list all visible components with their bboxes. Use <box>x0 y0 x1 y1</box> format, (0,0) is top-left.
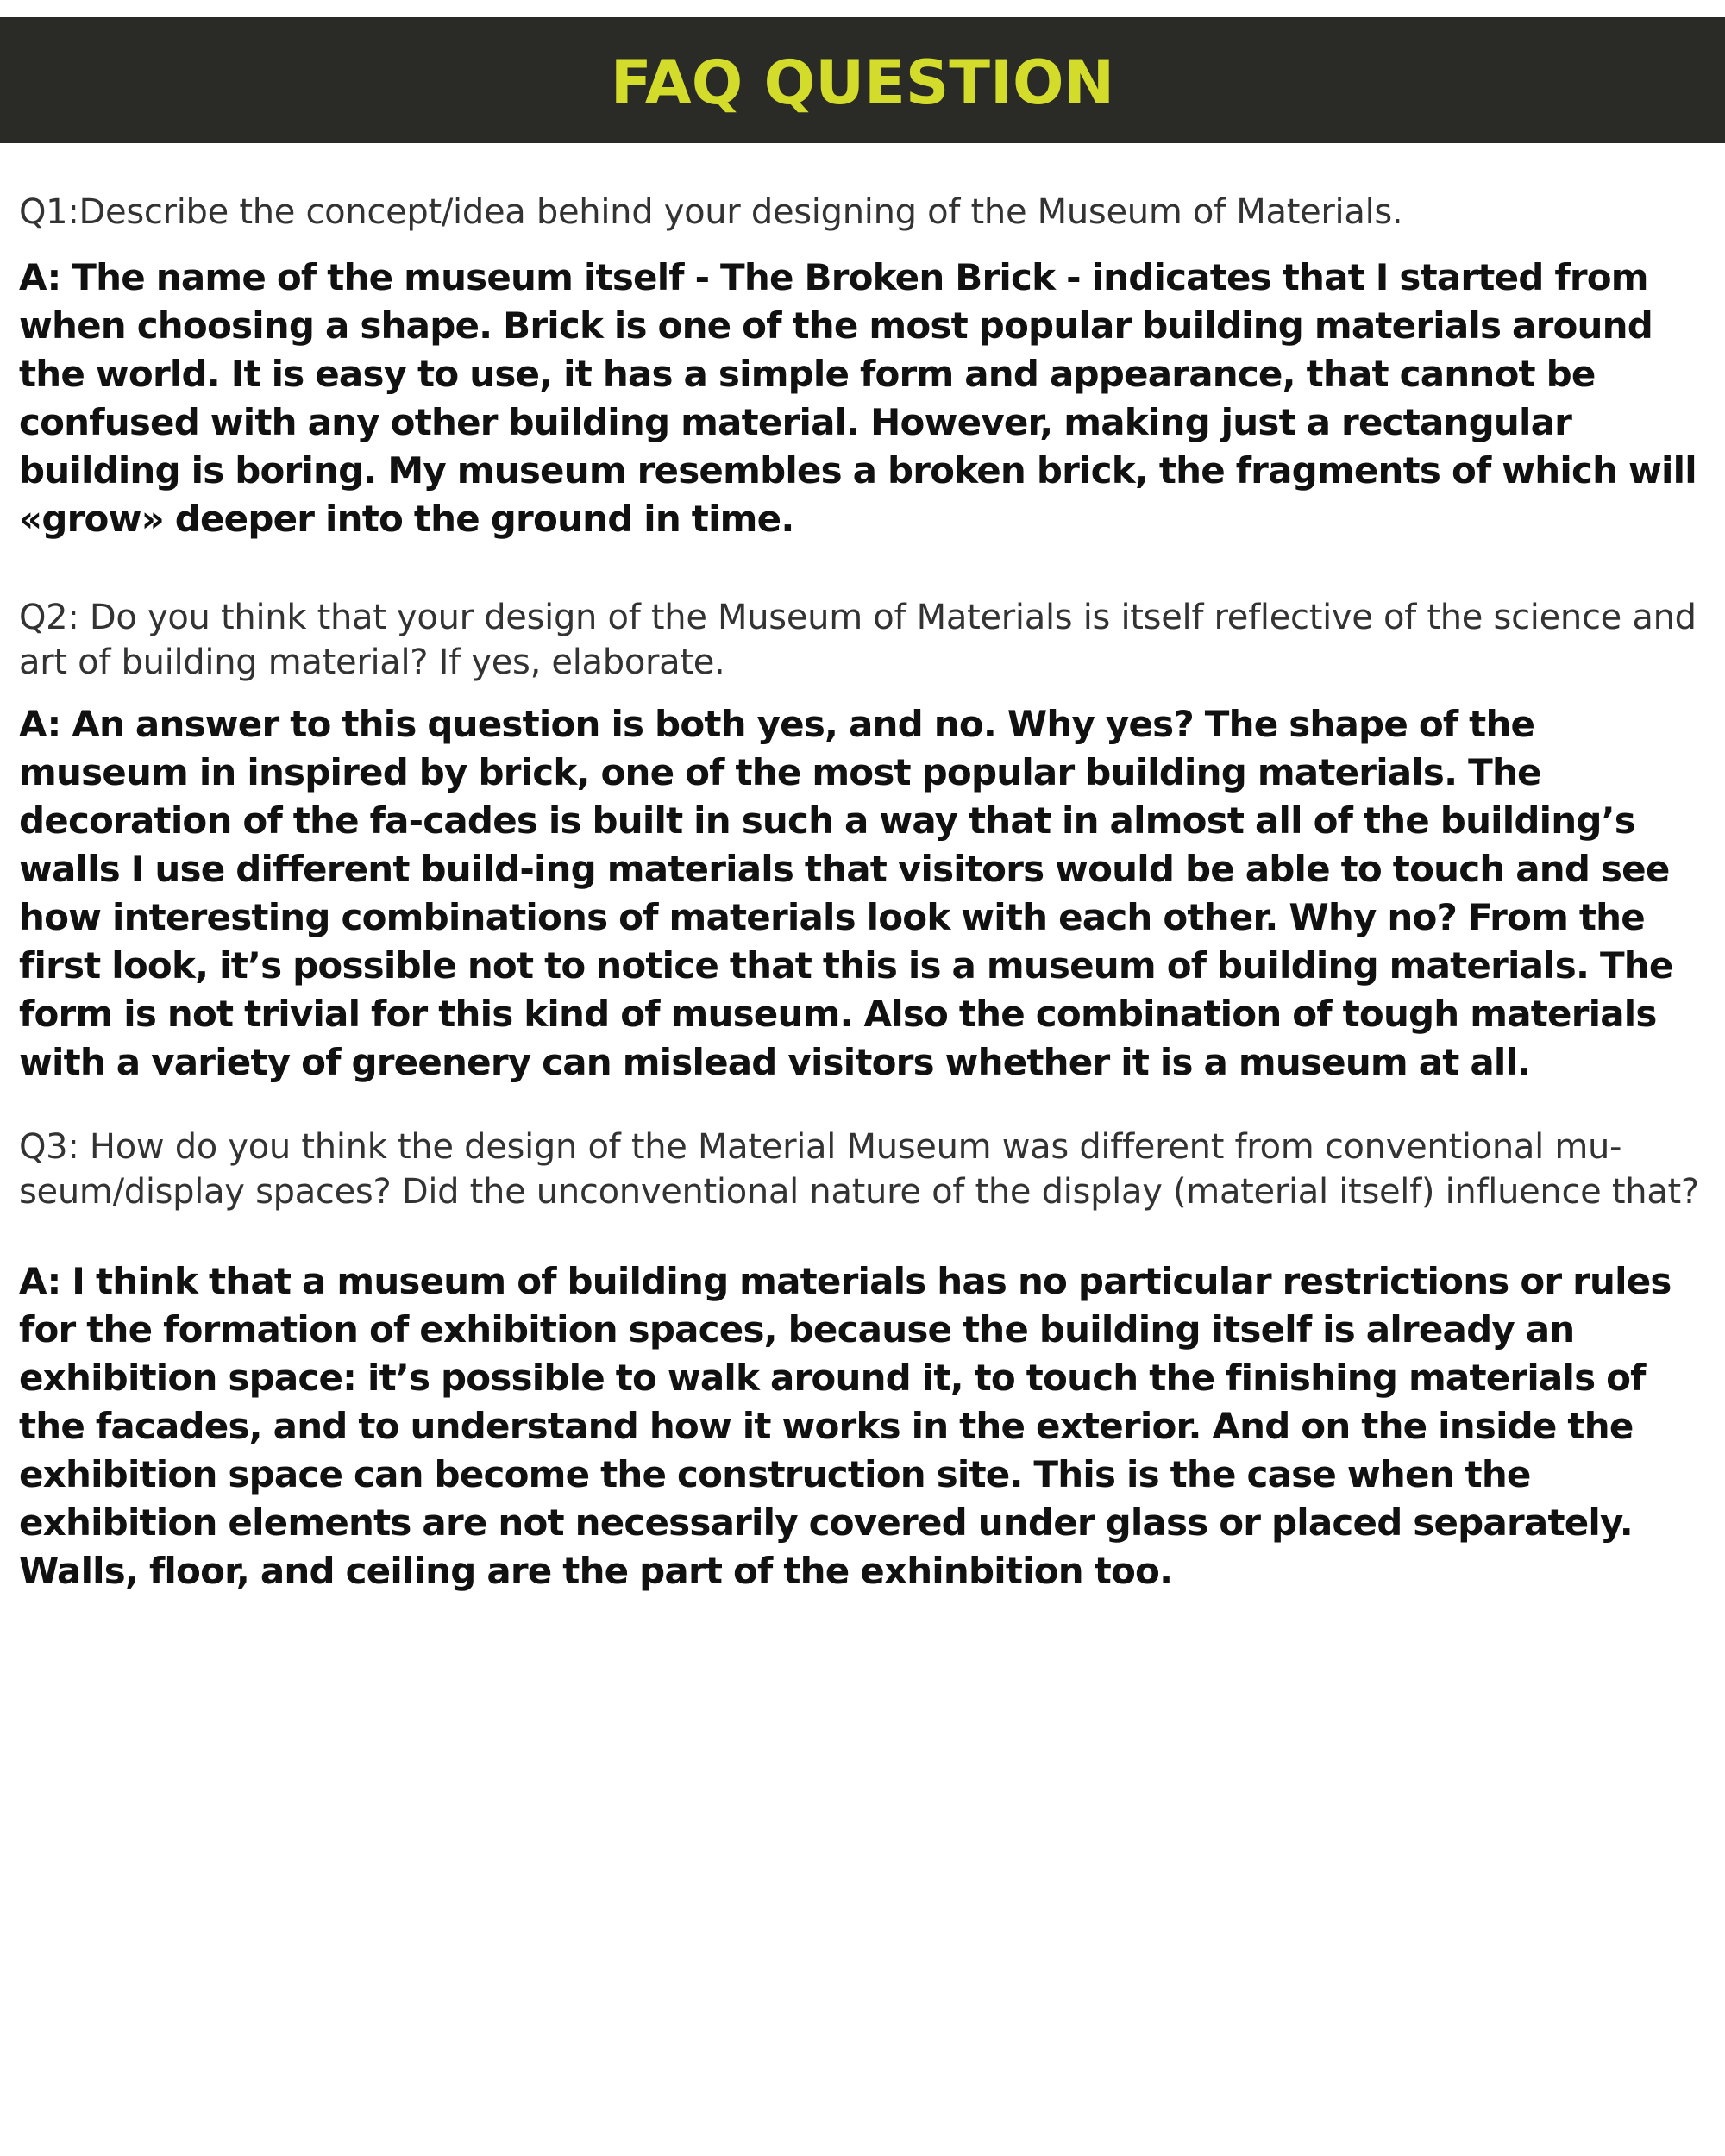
page-header <box>0 17 1725 143</box>
faq-answer-1: A: The name of the museum itself - The Broken Brick - indicates that I started from when choosing a shape. Brick is one of the most popular building materials around the world. It is easy to use, it has a simple form and appearance, that cannot be confused with any other building material. However, making just a rectangular building is boring. My museum resembles a broken brick, the fragments of which will «grow» deeper into the ground in time. <box>19 256 1697 540</box>
faq-question-1: Q1:Describe the concept/idea behind your designing of the Museum of Materials. <box>19 192 1403 232</box>
faq-content <box>19 190 1709 1595</box>
faq-question-3: Q3: How do you think the design of the Material Museum was different from conventional mu-seum/display spaces? Did the unconventional nature of the display (material itself) influence that? <box>19 1127 1699 1212</box>
page-title: FAQ QUESTION <box>610 47 1115 118</box>
faq-answer-2: A: An answer to this question is both yes, and no. Why yes? The shape of the museum in inspired by brick, one of the most popular building materials. The decoration of the fa-cades is built in such a way that in almost all of the building’s walls I use different build-ing materials that visitors would be able to touch and see how interesting combinations of materials look with each other. Why no? From the first look, it’s possible not to notice that this is a museum of building materials. The form is not trivial for this kind of museum. Also the combination of tough materials with a variety of greenery can mislead visitors whether it is a museum at all. <box>19 703 1673 1083</box>
faq-question-2: Q2: Do you think that your design of the Museum of Materials is itself reflective of the science and art of building material? If yes, elaborate. <box>19 598 1697 682</box>
faq-answer-3: A: I think that a museum of building materials has no particular restrictions or rules for the formation of exhibition spaces, because the building itself is already an exhibition space: it’s possible to walk around it, to touch the finishing materials of the facades, and to understand how it works in the exterior. And on the inside the exhibition space can become the construction site. This is the case when the exhibition elements are not necessarily covered under glass or placed separately. Walls, floor, and ceiling are the part of the exhinbition too. <box>19 1260 1672 1592</box>
